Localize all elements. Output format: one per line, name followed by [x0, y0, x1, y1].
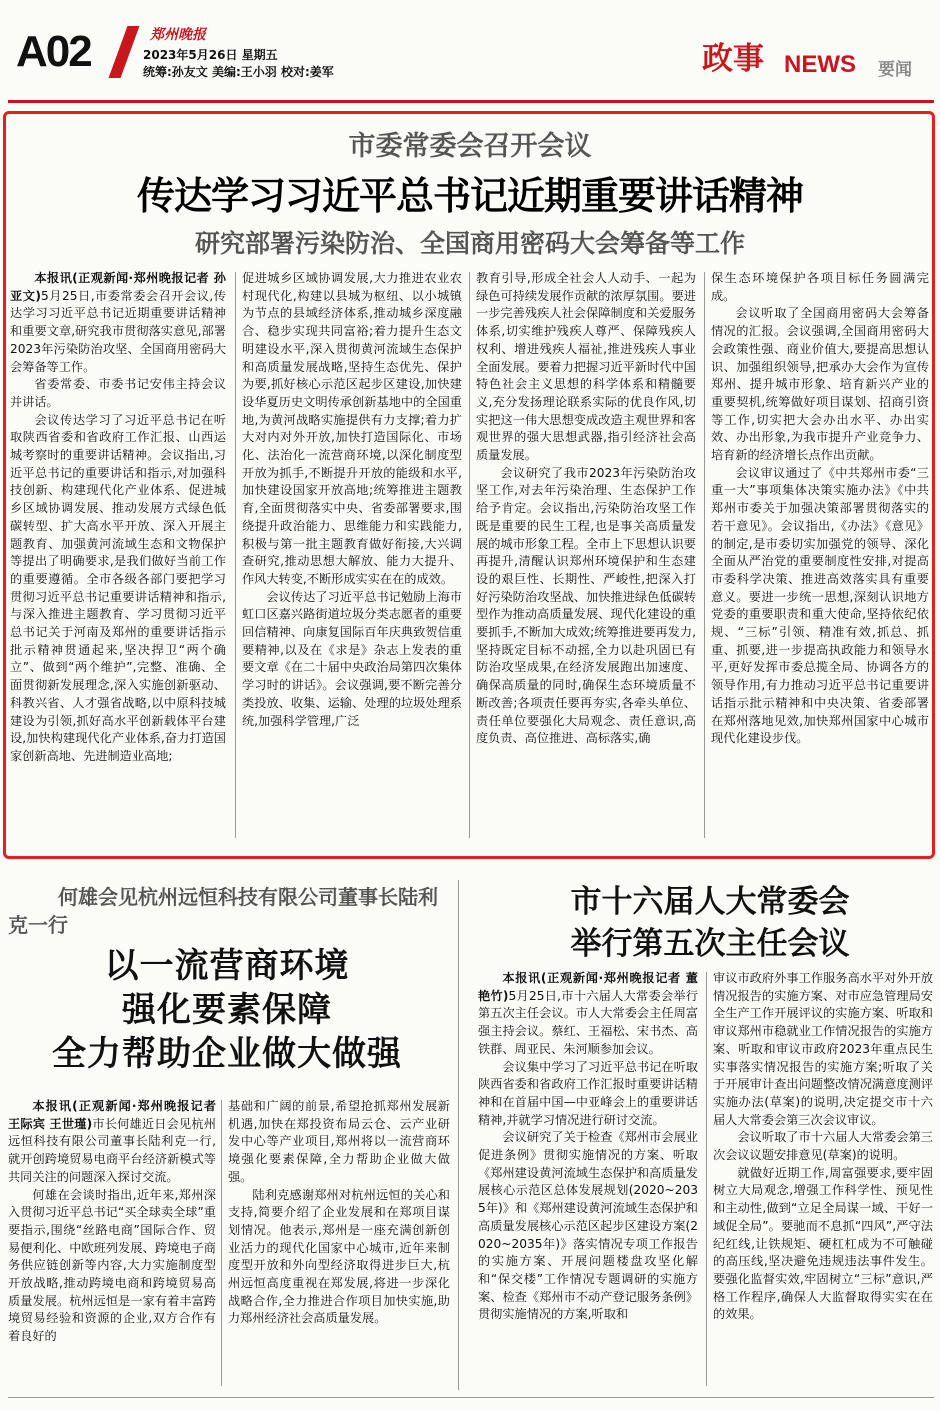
lead-paragraph: 会议审议通过了《中共郑州市委“三重一大”事项集体决策实施办法》《中共郑州市委关于加强决策部署贯彻落实的若干意见》。会议指出,《办法》《意见》的制定,是市委切实加强党的领导、深化全面从严治党的重要制度性安排,对提高市委科学决策、推进高效落实具有重要意义。要进一步统一思想,深刻认识地方党委的重要职责和重大使命,坚持依纪依规、“三标”引领、精准有效,抓总、抓重、抓要,进一步提高执政能力和领导水平,更好发挥市委总揽全局、协调各方的领导作用,有力推动习近平总书记重要讲话指示批示精神和中央决策、省委部署在郑州落地见效,加快郑州国家中心城市现代化建设步伐。 [711, 465, 929, 746]
lead-paragraph: 会议传达了习近平总书记勉励上海市虹口区嘉兴路街道垃圾分类志愿者的重要回信精神、向康复国际百年庆典致贺信重要精神,以及在《求是》杂志上发表的重要文章《在二十届中央政治局第四次集体学习时的讲话》。会议强调,要不断完善分类投放、收集、运输、处理的垃圾处理系统,加强科学管理,广泛 [242, 589, 462, 728]
story2-paragraph: 陆利克感谢郑州对杭州远恒的关心和支持,简要介绍了企业发展和在郑项目谋划情况。他表示,郑州是一座充满创新创业活力的现代化国家中心城市,近年来制度型开放和外向型经济取得进步巨大,杭州远恒高度重视在郑发展,将进一步深化战略合作,全力推进合作项目加快实施,助力郑州经济社会高质量发展。 [228, 1187, 450, 1326]
lead-byline: 本报讯(正观新闻·郑州晚报记者 孙亚文) [10, 271, 226, 303]
story2-headline-line: 强化要素保障 [122, 990, 332, 1030]
story2-kicker: 何雄会见杭州远恒科技有限公司董事长陆利克一行 [8, 885, 438, 937]
lead-paragraph: 会议传达学习了习近平总书记在听取陕西省委和省政府工作汇报、山西运城考察时的重要讲话精神。会议指出,习近平总书记的重要讲话和指示,对加强科技创新、构建现代化产业体系、促进城乡区域协调发展、推动发展方式绿色低碳转型、扩大高水平开放、深入开展主题教育、加强黄河流域生态和文物保护等提出了明确要求,是我们做好当前工作的重要遵循。全市各级各部门要把学习贯彻习近平总书记重要讲话精神和指示,与深入推进主题教育、学习贯彻习近平总书记关于河南及郑州的重要讲话指示批示精神贯通起来,坚决捍卫“两个确立”、做到“两个维护”,完整、准确、全面贯彻新发展理念,深入实施创新驱动、科教兴省、人才强省战略,以中原科技城建设为引领,抓好高水平创新载体平台建设,加快构建现代化产业体系,奋力打造国家创新高地、先进制造业高地; [10, 412, 226, 763]
column-divider [235, 272, 236, 838]
page-number: A02 [16, 27, 91, 76]
section-label: 政事 [702, 41, 764, 77]
story2-paragraph: 何雄在会谈时指出,近年来,郑州深入贯彻习近平总书记“买全球卖全球”重要指示,围绕“丝路电商”国际合作、贸易便利化、中欧班列发展、跨境电子商务供应链创新等内容,大力实施制度型开放战略,推动跨境电商和跨境贸易高质量发展。杭州远恒是一家有着丰富跨境贸易经验和资源的企业,双方合作有着良好的 [8, 1187, 216, 1344]
lead-kicker: 市委常委会召开会议 [348, 131, 592, 162]
staff-line: 统筹:孙友文 美编:王小羽 校对:姜军 [143, 65, 334, 79]
story3-headline-line: 市十六届人大常委会 [570, 884, 850, 920]
lead-subhead: 研究部署污染防治、全国商用密码大会筹备等工作 [194, 229, 745, 258]
column-divider [704, 272, 705, 838]
story2-paragraph: 基础和广阔的前景,希望抢抓郑州发展新机遇,加快在郑投资布局云仓、云产业研发中心等产业项目,郑州将以一流营商环境强化要素保障,全力帮助企业做大做强。 [228, 1099, 450, 1184]
story3-headline-line: 举行第五次主任会议 [570, 926, 850, 962]
masthead-slash [109, 26, 140, 78]
lead-column-3 [476, 270, 696, 842]
lead-paragraph: 促进城乡区域协调发展,大力推进农业农村现代化,构建以县城为枢纽、以小城镇为节点的县域经济体系,推动城乡深度融合、稳步实现共同富裕;着力提升生态文明建设水平,深入贯彻黄河流域生态保护和高质量发展战略,坚持生态优先、保护为要,抓好核心示范区起步区建设,加快建设华夏历史文明传承创新基地中的全国重地,为黄河战略实施提供有力支撑;着力扩大对内对外开放,加快打造国际化、市场化、法治化一流营商环境,以深化制度型开放为抓手,不断提升开放的能级和水平,加快建设国家开放高地;统筹推进主题教育,全面贯彻落实中央、省委部署要求,围绕提升政治能力、思维能力和实践能力,积极与第一批主题教育做好衔接,大兴调查研究,推动思想大解放、能力大提升、作风大转变,不断形成实实在在的成效。 [242, 271, 462, 586]
story3-byline: 本报讯(正观新闻·郑州晚报记者 董艳竹) [478, 971, 698, 1003]
lead-column-4 [711, 270, 929, 842]
section-label-en: NEWS [784, 51, 856, 78]
column-divider [469, 272, 470, 838]
lead-paragraph: 保生态环境保护各项目标任务圆满完成。 [711, 271, 929, 303]
story2-headline-line: 全力帮助企业做大做强 [52, 1034, 402, 1074]
column-divider [706, 972, 707, 1386]
story3-paragraph: 5月25日,市十六届人大常委会举行第五次主任会议。市人大常委会主任周富强主持会议。蔡红、王福松、宋书杰、高铁群、周亚民、朱河顺参加会议。 [478, 988, 698, 1056]
story2-column-2 [228, 1098, 450, 1388]
story-divider [458, 880, 459, 1390]
lead-paragraph: 会议听取了全国商用密码大会筹备情况的汇报。会议强调,全国商用密码大会政策性强、商业价值大,要提高思想认识、加强组织领导,把承办大会作为宣传郑州、提升城市形象、培育新兴产业的重要契机,统筹做好项目谋划、招商引资等工作,切实把大会办出水平、办出实效、办出形象,为我市提升产业竞争力、培育新的经济增长点作出贡献。 [711, 306, 929, 463]
lead-paragraph: 省委常委、市委书记安伟主持会议并讲话。 [10, 377, 226, 409]
lead-paragraph: 教育引导,形成全社会人人动手、一起为绿色可持续发展作贡献的浓厚氛围。要进一步完善残疾人社会保障制度和关爱服务体系,切实维护残疾人尊严、保障残疾人权利、增进残疾人福祉,推进残疾人事业全面发展。要着力把握习近平新时代中国特色社会主义思想的科学体系和精髓要义,充分发扬理论联系实际的优良作风,切实把这一伟大思想变成改造主观世界和客观世界的强大思想武器,指引经济社会高质量发展。 [476, 271, 696, 463]
story3-column-2 [713, 970, 933, 1388]
story3-column-1 [478, 970, 698, 1388]
story3-paragraph: 会议听取了市十六届人大常委会第三次会议议题安排意见(草案)的说明。 [713, 1130, 933, 1163]
section-sublabel: 要闻 [878, 60, 912, 80]
masthead [0, 0, 940, 100]
story3-paragraph: 就做好近期工作,周富强要求,要牢固树立大局观念,增强工作科学性、预见性和主动性,做到“立足全局谋一域、干好一域促全局”。要驰而不息抓“四风”,严守法纪红线,让铁规矩、硬杠杠成为不可触碰的高压线,坚决避免违规违法事件发生。要强化监督实效,牢固树立“三标”意识,严格工作程序,确保人大监督取得实实在在的效果。 [713, 1165, 933, 1322]
story3-paragraph: 会议研究了关于检查《郑州市会展业促进条例》贯彻实施情况的方案、听取《郑州建设黄河流域生态保护和高质量发展核心示范区总体发展规划(2020~2035年)》和《郑州建设黄河流域生态保护和高质量发展核心示范区起步区建设方案(2020~2035年)》落实情况专项工作报告的实施方案、开展问题楼盘攻坚化解和“保交楼”工作情况专题调研的实施方案、检查《郑州市不动产登记服务条例》贯彻实施情况的方案,听取和 [478, 1130, 698, 1322]
story2-headline-line: 以一流营商环境 [104, 946, 350, 986]
lead-paragraph: 5月25日,市委常委会召开会议,传达学习习近平总书记近期重要讲话精神和重要文章,研究我市贯彻落实意见,部署2023年污染防治攻坚、全国商用密码大会筹备等工作。 [10, 288, 226, 374]
lead-column-1 [10, 270, 226, 842]
story3-paragraph: 审议市政府外事工作服务高水平对外开放情况报告的实施方案、对市应急管理局安全生产工作开展评议的实施方案、听取和审议郑州市稳就业工作情况报告的实施方案、听取和审议市政府2023年重点民生实事落实情况报告的实施方案;听取了关于开展审计查出问题整改情况满意度测评实施办法(草案)的说明,决定提交市十六届人大常委会第三次会议审议。 [713, 971, 933, 1127]
column-divider [221, 1100, 222, 1386]
story3-headline [485, 881, 935, 965]
masthead-rule [8, 100, 934, 103]
lead-headline: 传达学习习近平总书记近期重要讲话精神 [136, 173, 803, 218]
lead-paragraph: 会议研究了我市2023年污染防治攻坚工作,对去年污染治理、生态保护工作给予肯定。会议指出,污染防治攻坚工作既是重要的民生工程,也是事关高质量发展的城市形象工程。全市上下思想认识要再提升,清醒认识郑州环境保护和生态建设的艰巨性、长期性、严峻性,把深入打好污染防治攻坚战、加快推进绿色低碳转型作为推动高质量发展、现代化建设的重要抓手,不断加大成效;统筹推进要再发力,坚持既定目标不动摇,全力以赴巩固已有防治攻坚成果,在经济发展跑出加速度、确保高质量的同时,确保生态环境质量不断改善;各项责任要再夯实,各牵头单位、责任单位要强化大局观念、责任意识,高度负责、高位推进、高标落实,确 [476, 465, 696, 746]
story2-headline [8, 944, 446, 1076]
bottom-rule [8, 1397, 934, 1398]
date-line: 2023年5月26日 星期五 [143, 48, 278, 62]
lead-column-2 [242, 270, 462, 842]
story2-paragraph: 市长何雄近日会见杭州远恒科技有限公司董事长陆利克一行,就开创跨境贸易电商平台经济新模式等共同关注的问题深入探讨交流。 [8, 1116, 216, 1184]
story2-column-1 [8, 1098, 216, 1388]
story3-paragraph: 会议集中学习了习近平总书记在听取陕西省委和省政府工作汇报时重要讲话精神和在首届中国—中亚峰会上的重要讲话精神,并就学习情况进行研讨交流。 [478, 1059, 698, 1127]
story2-byline: 本报讯(正观新闻·郑州晚报记者 王际宾 王世瑾) [8, 1099, 216, 1131]
paper-name: 郑州晚报 [150, 27, 206, 43]
